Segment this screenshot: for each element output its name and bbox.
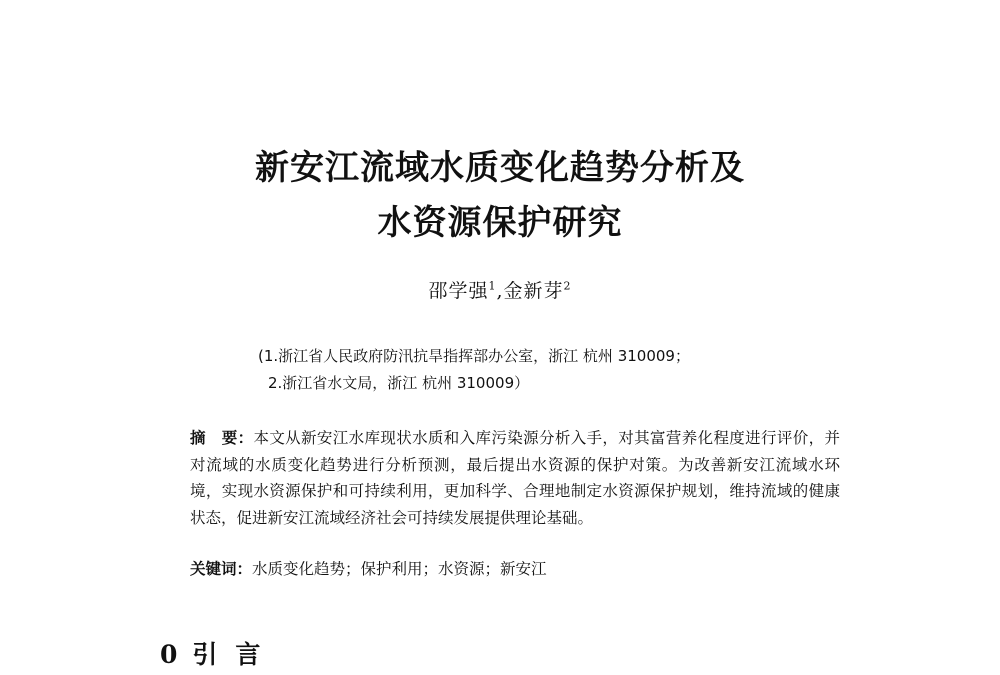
author-name: 邵学强 <box>428 280 489 302</box>
abstract <box>190 425 840 531</box>
author-separator: , <box>496 280 504 302</box>
author-name: 金新芽 <box>503 280 564 302</box>
abstract-label: 摘 要： <box>190 428 254 447</box>
section-number: 0 <box>160 640 179 669</box>
keywords-text: 水质变化趋势；保护利用；水资源；新安江 <box>252 560 547 578</box>
keywords <box>190 557 840 579</box>
abstract-text: 本文从新安江水库现状水质和入库污染源分析入手，对其富营养化程度进行评价，并对流域的水质变化趋势进行分析预测，最后提出水资源的保护对策。为改善新安江流域水环境，实现水资源保护和可持续利用，更加科学、合理地制定水资源保护规划，维持流域的健康状态，促进新安江流域经济社会可持续发展提供理论基础。 <box>190 429 840 527</box>
author-affiliation-mark: 2 <box>563 279 572 293</box>
section-title: 引言 <box>192 640 279 669</box>
affiliation-line: (1.浙江省人民政府防汛抗旱指挥部办公室，浙江 杭州 310009； <box>258 347 690 365</box>
paper-title-line-1: 新安江流域水质变化趋势分析及 <box>255 148 745 188</box>
author-affiliation-mark: 1 <box>488 279 497 293</box>
section-heading <box>160 635 278 671</box>
affiliation-line: 2.浙江省水文局，浙江 杭州 310009） <box>268 374 530 392</box>
paper-title-line-2: 水资源保护研究 <box>377 203 623 243</box>
keywords-label: 关键词： <box>190 559 253 578</box>
author-list <box>0 276 1000 303</box>
